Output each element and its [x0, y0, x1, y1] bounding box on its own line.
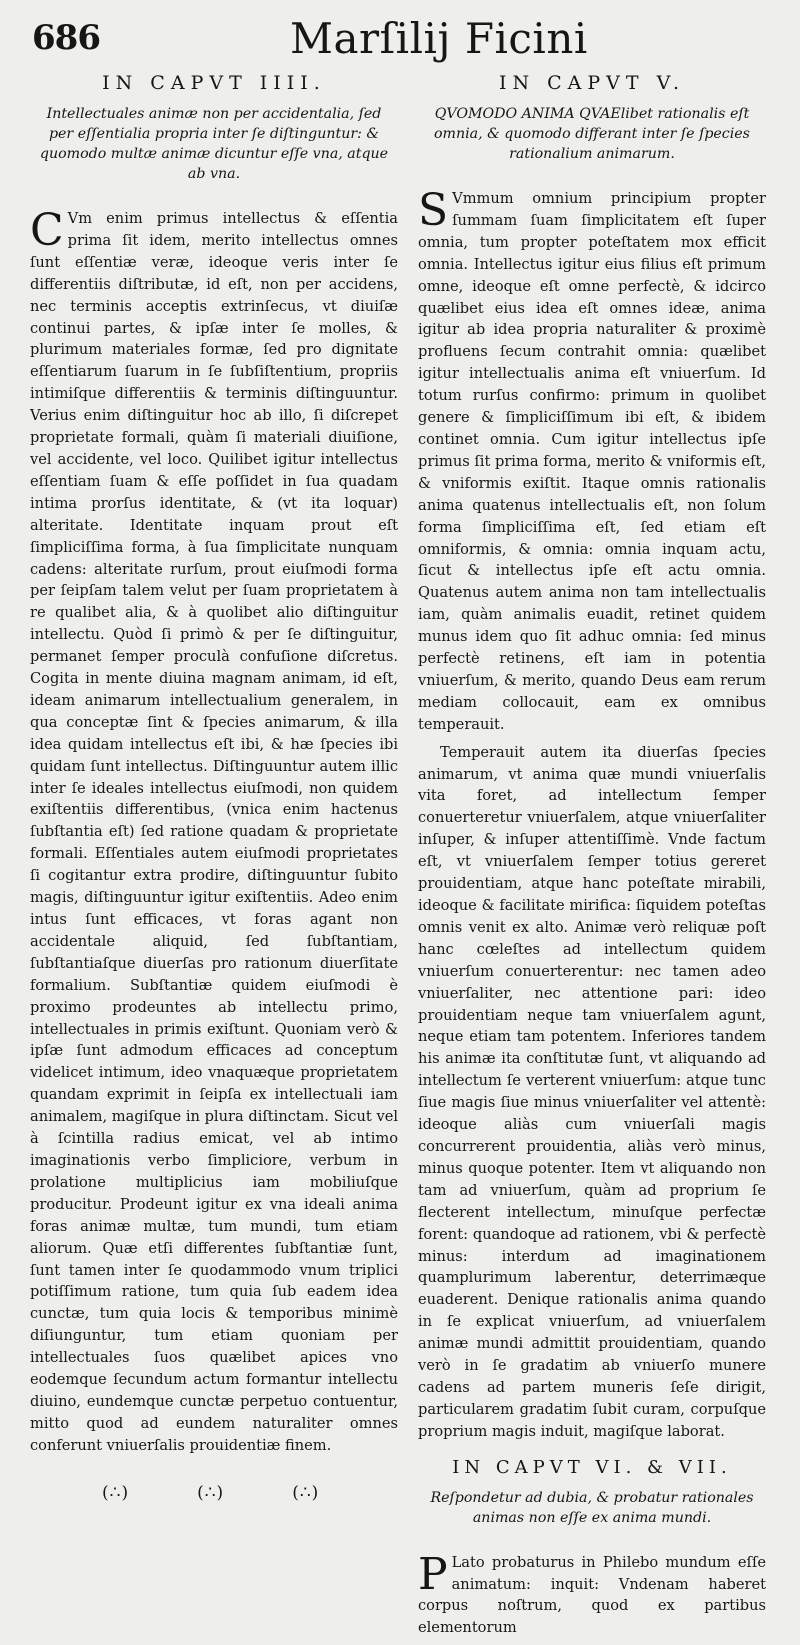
chapter-summary-vi-vii: Reſpondetur ad dubia, & probatur rationales animas non eſſe ex anima mundi. — [430, 1489, 754, 1526]
right-paragraph-1-text: Vmmum omnium principium propter ſummam ſuam ſimplicitatem eſt ſuper omnia, tum propter poteſtatem mox efficit omnia. Intellectus igitur eius filius eſt primum omne, ideoque eſt omne perfectè, & idcirco quælibet eius idea eſt omnes ideæ, anima igitur ab idea propria naturaliter & proximè profluens ſecum contrahit omnia: quælibet igitur intellectualis anima eſt vniuerſum. Id totum rurſus confirmo: primum in quolibet genere & ſimpliciſſimum ibi eſt, & ibidem continet omnia. Cum igitur intellectus ipſe primus ſit prima forma, merito & vniformis eſt, & vniformis exiſtit. Itaque omnis rationalis anima quatenus intellectualis eſt, non ſolum forma ſimpliciſſima eſt, ſed etiam eſt omniformis, & omnia: omnia inquam actu, ſicut & intellectus ipſe eſt actu omnia. Quatenus autem anima non tam intellectualis iam, quàm animalis euadit, retinet quidem munus idem quo ſit adhuc omnia: ſed minus perfectè retinens, eſt iam in potentia vniuerſum, & merito, quando Deus eam rerum mediam collocauit, eam ex omnibus temperauit. — [418, 190, 766, 733]
right-column — [418, 72, 766, 1645]
ornament-mark: (∴) — [197, 1482, 225, 1503]
right-paragraph-2: Temperauit autem ita diuerſas ſpecies animarum, vt anima quæ mundi vniuerſalis vita foret, ad intellectum ſemper conuerteretur vniuerſalem, atque vniuerſaliter inſuper, & inſuper attentiſſimè. Vnde factum eſt, vt vniuerſalem ſemper totius gereret prouidentiam, atque hanc poteſtate mirabili, ideoque & facilitate mirifica: ſiquidem poteſtas omnis venit ex alto. Animæ verò reliquæ poſt hanc cœleſtes ad intellectum quidem vniuerſum conuerterentur: nec tamen adeo vniuerſaliter, nec attentione pari: ideo prouidentiam neque tam vniuerſalem agunt, neque etiam tam potentem. Inferiores tandem his animæ ita conſtitutæ ſunt, vt aliquando ad intellectum ſe verterent vniuerſum: atque tunc ſiue magis ſiue minus vniuerſaliter vel attentè: ideoque aliàs cum vniuerſali magis concurrerent prouidentia, aliàs verò minus, minus quoque potenter. Item vt aliquando non tam ad vniuerſum, quàm ad proprium ſe flecterent intellectum, minuſque perfectæ forent: quandoque ad rationem, vbi & perfectè minus: interdum ad imaginationem quamplurimum laberentur, deterrimæque euaderent. Denique rationalis anima quando in ſe explicat vniuerſum, ad vniuerſalem animæ mundi admittit prouidentiam, quando verò in ſe gradatim ab vniuerſo munere cadens ad partem muneris ſeſe dirigit, particularem gradatim ſubit curam, corpuſque proprium magis induit, magiſque laborat. — [418, 743, 766, 1440]
left-column — [30, 72, 398, 1503]
right-paragraph-3 — [418, 1548, 766, 1640]
right-paragraph-1 — [418, 185, 766, 736]
drop-capital: P — [418, 1548, 448, 1600]
right-paragraph-3-text: Lato probaturus in Philebo mundum eſſe animatum: inquit: Vndenam haberet corpus noſtrum, quod ex partibus elementorum — [418, 1553, 766, 1637]
ornament-row — [102, 1483, 398, 1503]
running-title: Marſilij Ficini — [290, 14, 588, 63]
drop-capital: C — [30, 205, 64, 256]
ornament-mark: (∴) — [292, 1482, 320, 1503]
right-body-text — [418, 185, 766, 1443]
drop-capital: S — [418, 185, 449, 236]
right-body-text-2 — [418, 1548, 766, 1640]
left-paragraph — [30, 205, 398, 1457]
page-number: 686 — [32, 18, 100, 58]
ornament-mark: (∴) — [102, 1482, 130, 1503]
chapter-heading-v: IN CAPVT V. — [498, 72, 686, 94]
chapter-summary-v: QVOMODO ANIMA QVAElibet rationalis eſt omnia, & quomodo differant inter ſe ſpecies rationalium animarum. — [434, 106, 750, 162]
chapter-summary-iiii: Intellectuales animæ non per accidentalia, ſed per eſſentialia propria inter ſe diſtinguntur: & quomodo multæ animæ dicuntur eſſe vna, atque ab vna. — [39, 106, 389, 182]
chapter-heading-iiii: IN CAPVT IIII. — [102, 72, 326, 94]
left-paragraph-text: Vm enim primus intellectus & eſſentia prima ſit idem, merito intellectus omnes ſunt eſſentiæ veræ, ideoque veris inter ſe differentiis diſtributæ, id eſt, non per accidens, nec terminis acceptis extrinſecus, vt diuiſæ continui partes, & ipſæ inter ſe molles, & plurimum materiales formæ, ſed pro dignitate eſſentiarum ſuarum in ſe ſubſiſtentium, propriis intimiſque differentiis & terminis diſtinguuntur. Verius enim diſtinguitur hoc ab illo, ſi diſcrepet proprietate formali, quàm ſi materiali diuiſione, vel accidente, vel loco. Quilibet igitur intellectus eſſentiam ſuam & eſſe poſſidet in ſua quadam intima prorſus identitate, & (vt ita loquar) alteritate. Identitate inquam prout eſt ſimpliciſſima forma, à ſua ſimplicitate nunquam cadens: alteritate rurſum, prout eiuſmodi forma per ſeipſam talem velut per ſuam proprietatem à re qualibet alia, & à quolibet alio diſtinguitur intellectu. Quòd ſi primò & per ſe diſtinguitur, permanet ſemper proculà confuſione diſcretus. Cogita in mente diuina magnam animam, id eſt, ideam animarum intellectualium generalem, in qua conceptæ ſint & ſpecies animarum, & illa idea quidam intellectus eſt ibi, & hæ ſpecies ibi quidam ſunt intellectus. Diſtinguuntur autem illic inter ſe ideales intellectus eiuſmodi, non quidem exiſtentiis differentibus, (vnica enim hactenus ſubſtantia eſt) ſed ratione quadam & proprietate formali. Eſſentiales autem eiuſmodi proprietates ſi cogitantur extra prodire, diſtinguuntur ſubito magis, diſtinguuntur igitur exiſtentiis. Adeo enim intus ſunt efficaces, vt foras agant non accidentale aliquid, ſed ſubſtantiam, ſubſtantiaſque diuerſas pro rationum diuerſitate formalium. Subſtantiæ quidem eiuſmodi è proximo prodeuntes ab intellectu primo, intellectuales in primis exiſtunt. Quoniam verò & ipſæ ſunt admodum efficaces ad conceptum videlicet intimum, ideo vnaquæque proprietatem quandam exprimit in ſeipſa ex intellectuali iam animalem, magiſque in plura diſtinctam. Sicut vel à ſcintilla radius emicat, vel ab intimo imaginationis verbo ſimpliciore, verbum in prolatione multiplicius iam mobiliuſque producitur. Prodeunt igitur ex vna ideali anima foras animæ multæ, tum mundi, tum etiam aliorum. Quæ etſi differentes ſubſtantiæ ſunt, ſunt tamen inter ſe quodammodo vnum triplici potiſſimum ratione, tum quia ſub eadem idea cunctæ, tum quia locis & temporibus minimè diſiunguntur, tum etiam quoniam per intellectuales ſuos quælibet apices vno eodemque ſecundum actum formantur intellectu diuino, eundemque cunctæ perpetuo contuentur, mitto quod ad eundem naturaliter omnes conferunt vniuerſalis prouidentiæ finem. — [30, 210, 398, 1454]
chapter-heading-vi-vii: IN CAPVT VI. & VII. — [452, 1456, 732, 1478]
left-body-text — [30, 205, 398, 1457]
